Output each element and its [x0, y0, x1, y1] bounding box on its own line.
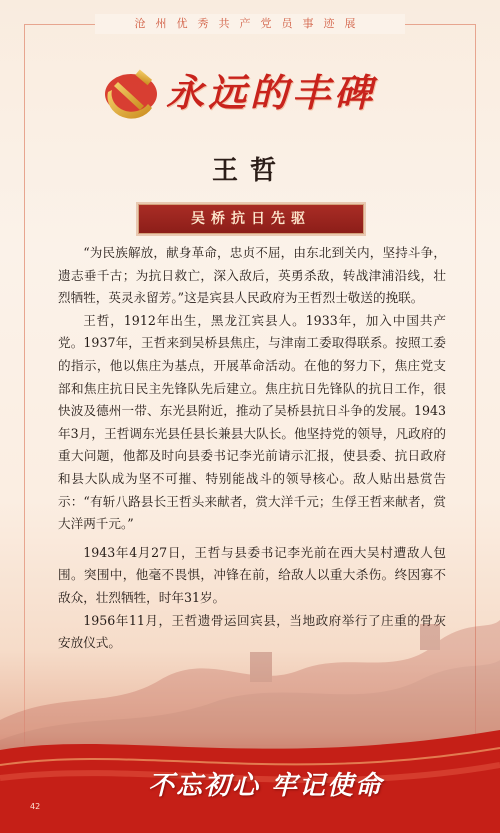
slogan: 不忘初心 牢记使命: [148, 771, 384, 801]
series-title: 沧州优秀共产党员事迹展: [95, 14, 405, 34]
article-body: [58, 242, 446, 655]
paragraph: 1943年4月27日，王哲与县委书记李光前在西大吴村遭敌人包围。突围中，他毫不畏惧，冲锋在前，给敌人以重大杀伤。终因寡不敌众，壮烈牺牲，时年31岁。: [58, 544, 446, 605]
main-title: 永远的丰碑: [166, 70, 377, 115]
page-number: 42: [30, 802, 41, 811]
hammer-and-sickle-icon: [100, 60, 162, 122]
section-heading-banner: 吴桥抗日先驱: [138, 204, 364, 234]
paragraph: 王哲，1912年出生，黑龙江宾县人。1933年，加入中国共产党。1937年，王哲来到吴桥县焦庄，与津南工委取得联系。按照工委的指示，他以焦庄为基点，开展革命活动。在他的努力下，焦庄党支部和焦庄抗日民主先锋队先后建立。焦庄抗日先锋队的抗日工作，很快波及德州一带、东光县附近，推动了吴桥县抗日斗争的发展。1943年3月，王哲调东光县任县长兼县大队长。他坚持党的领导，凡政府的重大问题，他都及时向县委书记李光前请示汇报，使县委、抗日政府和县大队成为坚不可摧、特别能战斗的领导核心。敌人贴出悬赏告示：“有斩八路县长王哲头来献者，赏大洋千元；生俘王哲来献者，赏大洋两千元。”: [58, 312, 446, 532]
person-name: 王哲: [211, 156, 288, 186]
paragraph: “为民族解放，献身革命，忠贞不屈，由东北到关内，坚持斗争，遗志垂千古；为抗日救亡，深入敌后，英勇杀敌，转战津浦沿线，壮烈牺牲，英灵永留芳。”这是宾县人民政府为王哲烈士敬送的挽联。: [58, 245, 446, 306]
paragraph: 1956年11月，王哲遗骨运回宾县，当地政府举行了庄重的骨灰安放仪式。: [58, 612, 446, 651]
